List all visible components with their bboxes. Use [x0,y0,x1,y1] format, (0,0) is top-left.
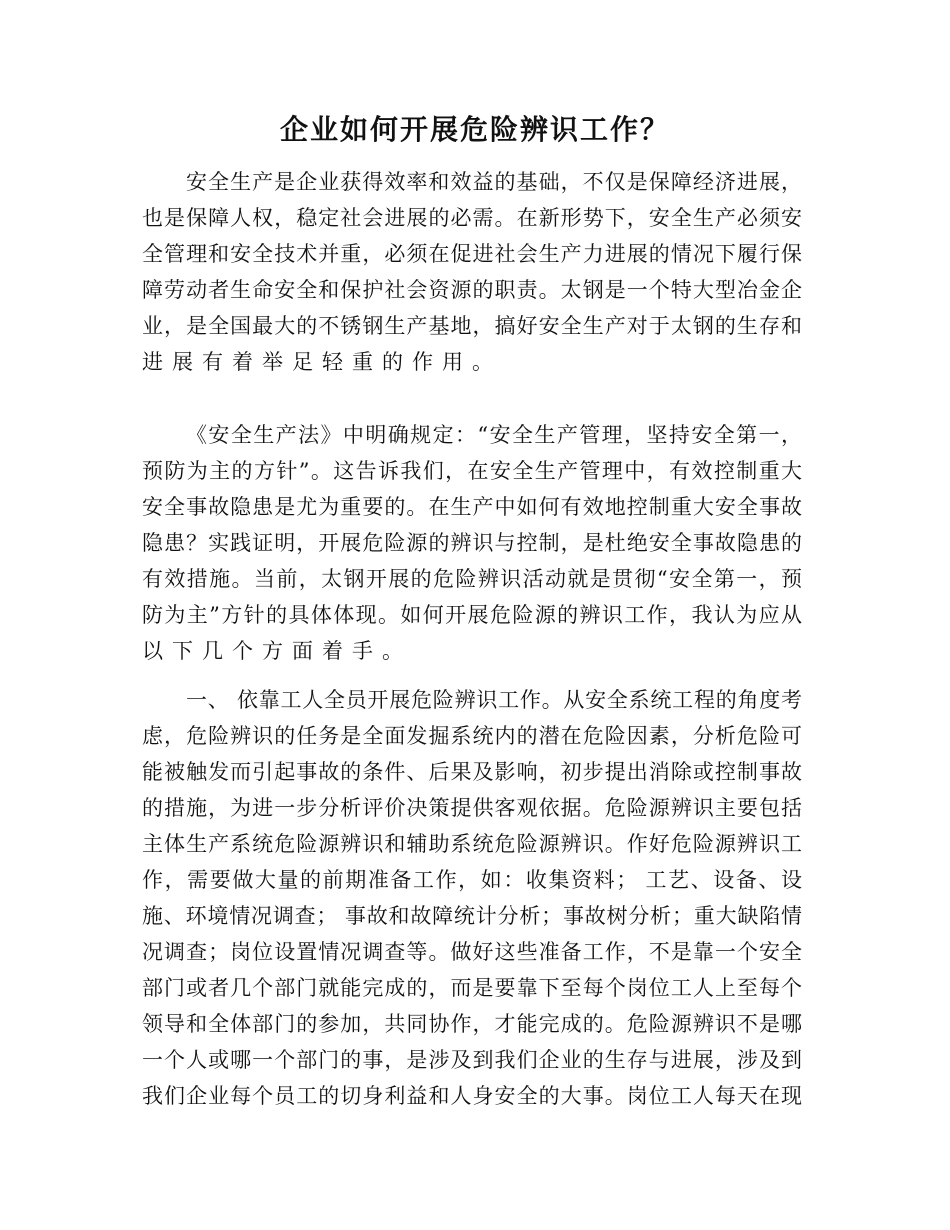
text-line: 进展有着举足轻重的作用。 [142,350,502,374]
text-line: 部门或者几个部门就能完成的，而是要靠下至每个岗位工人上至每个 [142,976,802,1000]
text-line: 也是保障人权，稳定社会进展的必需。在新形势下，安全生产必须安 [142,206,802,230]
text-line: 以下几个方面着手。 [142,639,412,663]
text-line: 况调查；岗位设置情况调查等。做好这些准备工作，不是靠一个安全 [142,940,802,964]
text-line: 一、 依靠工人全员开展危险辨识工作。从安全系统工程的角度考 [186,688,802,712]
text-line: 障劳动者生命安全和保护社会资源的职责。太钢是一个特大型冶金企 [142,278,802,302]
text-line: 能被触发而引起事故的条件、后果及影响，初步提出消除或控制事故 [142,760,802,784]
text-line: 《安全生产法》中明确规定：“安全生产管理，坚持安全第一， [186,423,802,447]
text-line: 施、环境情况调查； 事故和故障统计分析；事故树分析；重大缺陷情 [142,904,802,928]
text-line: 全管理和安全技术并重，必须在促进社会生产力进展的情况下履行保 [142,242,802,266]
text-line: 安全事故隐患是尤为重要的。在生产中如何有效地控制重大安全事故 [142,495,802,519]
text-line: 虑，危险辨识的任务是全面发掘系统内的潜在危险因素，分析危险可 [142,724,802,748]
text-line: 作，需要做大量的前期准备工作，如：收集资料； 工艺、设备、设 [142,868,802,892]
text-line: 的措施，为进一步分析评价决策提供客观依据。危险源辨识主要包括 [142,796,802,820]
paragraph-law [142,417,802,669]
text-line: 有效措施。当前，太钢开展的危险辨识活动就是贯彻“安全第一，预 [142,567,802,591]
text-line: 领导和全体部门的参加，共同协作，才能完成的。危险源辨识不是哪 [142,1012,802,1036]
text-line: 一个人或哪一个部门的事，是涉及到我们企业的生存与进展，涉及到 [142,1048,802,1072]
document-title: 企业如何开展危险辨识工作？ [279,113,670,146]
text-line: 业，是全国最大的不锈钢生产基地，搞好安全生产对于太钢的生存和 [142,314,802,338]
text-line: 安全生产是企业获得效率和效益的基础，不仅是保障经济进展， [186,170,802,194]
text-line: 隐患？实践证明，开展危险源的辨识与控制，是杜绝安全事故隐患的 [142,531,802,555]
text-line: 我们企业每个员工的切身利益和人身安全的大事。岗位工人每天在现 [142,1084,802,1108]
paragraph-intro [142,164,802,380]
text-line: 防为主”方针的具体体现。如何开展危险源的辨识工作，我认为应从 [142,603,802,627]
text-line: 预防为主的方针”。这告诉我们，在安全生产管理中，有效控制重大 [142,459,802,483]
paragraph-section-one [142,682,802,1114]
text-line: 主体生产系统危险源辨识和辅助系统危险源辨识。作好危险源辨识工 [142,832,802,856]
